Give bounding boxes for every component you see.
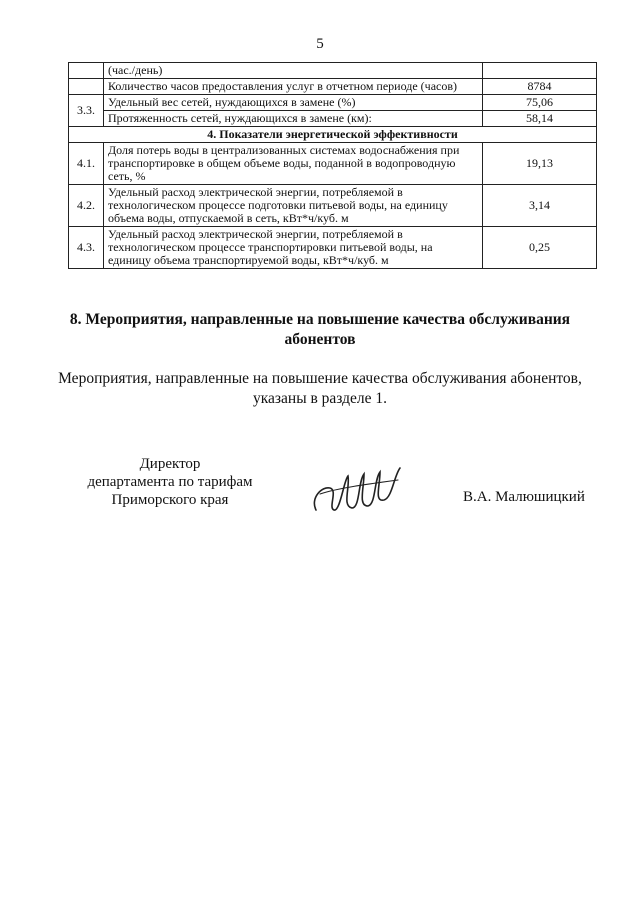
indicators-table bbox=[68, 62, 597, 269]
indicator-value: 75,06 bbox=[483, 95, 597, 111]
signer-title-line: департамента по тарифам bbox=[87, 474, 253, 490]
signer-title-line: Приморского края bbox=[111, 492, 229, 508]
signer-name: В.А. Малюшицкий bbox=[463, 489, 585, 505]
table-row bbox=[69, 111, 597, 127]
row-number bbox=[69, 63, 104, 79]
table-row bbox=[69, 227, 597, 269]
indicator-name: Протяженность сетей, нуждающихся в замене (км): bbox=[104, 111, 483, 127]
signer-title bbox=[55, 455, 285, 509]
indicator-name: Удельный расход электрической энергии, потребляемой в технологическом процессе транспортировки питьевой воды, на единицу объема транспортируемой воды, кВт*ч/куб. м bbox=[104, 227, 483, 269]
table-row bbox=[69, 63, 597, 79]
indicator-name: Удельный расход электрической энергии, потребляемой в технологическом процессе подготовки питьевой воды, на единицу объема воды, отпускаемой в сеть, кВт*ч/куб. м bbox=[104, 185, 483, 227]
indicator-value: 58,14 bbox=[483, 111, 597, 127]
table-row bbox=[69, 143, 597, 185]
indicator-value: 8784 bbox=[483, 79, 597, 95]
row-number: 4.1. bbox=[69, 143, 104, 185]
signer-title-line: Директор bbox=[139, 456, 201, 472]
indicator-value bbox=[483, 63, 597, 79]
indicator-value: 3,14 bbox=[483, 185, 597, 227]
page-number: 5 bbox=[316, 36, 324, 52]
indicator-name: Количество часов предоставления услуг в отчетном периоде (часов) bbox=[104, 79, 483, 95]
table-row bbox=[69, 79, 597, 95]
indicator-value: 0,25 bbox=[483, 227, 597, 269]
row-number: 4.3. bbox=[69, 227, 104, 269]
table-row bbox=[69, 185, 597, 227]
section-body: Мероприятия, направленные на повышение качества обслуживания абонентов, указаны в разделе 1. bbox=[58, 370, 582, 407]
indicator-value: 19,13 bbox=[483, 143, 597, 185]
table-section-row bbox=[69, 127, 597, 143]
indicator-name: Удельный вес сетей, нуждающихся в замене (%) bbox=[104, 95, 483, 111]
section-heading: 8. Мероприятия, направленные на повышение качества обслуживания абонентов bbox=[69, 311, 571, 348]
row-number: 3.3. bbox=[69, 95, 104, 127]
row-number bbox=[69, 79, 104, 95]
indicator-name: Доля потерь воды в централизованных системах водоснабжения при транспортировке в общем объеме воды, поданной в водопроводную сеть, % bbox=[104, 143, 483, 185]
handwritten-signature bbox=[308, 458, 408, 518]
table-row bbox=[69, 95, 597, 111]
section-title: 4. Показатели энергетической эффективности bbox=[69, 127, 597, 143]
indicator-name: (час./день) bbox=[104, 63, 483, 79]
row-number: 4.2. bbox=[69, 185, 104, 227]
